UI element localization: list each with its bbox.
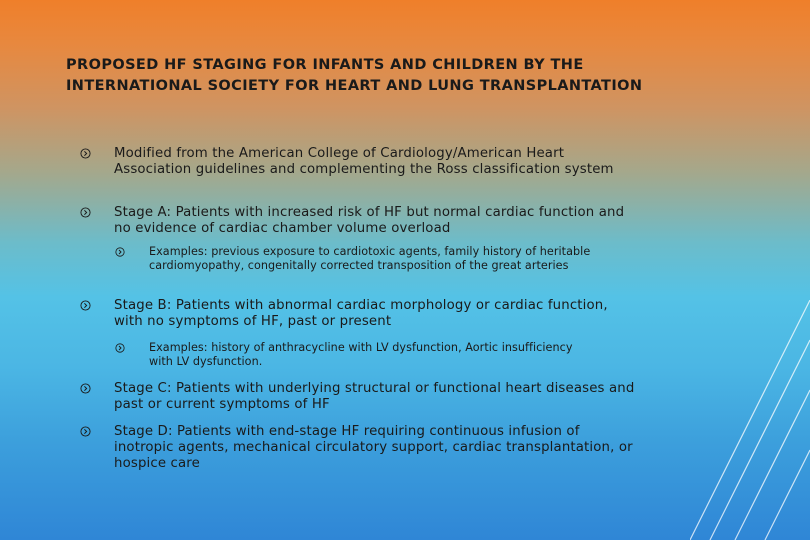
circled-arrow-icon <box>80 300 91 311</box>
bullet-item <box>115 341 635 369</box>
bullet-item <box>80 298 640 330</box>
bullet-text: Examples: history of anthracycline with LV dysfunction, Aortic insufficiency with LV dysfunction. <box>149 341 573 368</box>
bullet-text: Stage A: Patients with increased risk of HF but normal cardiac function and no evidence of cardiac chamber volume overload <box>114 205 625 236</box>
circled-arrow-icon <box>80 426 91 437</box>
circled-arrow-icon <box>80 148 91 159</box>
bullet-item <box>80 146 640 178</box>
circled-arrow-icon <box>115 343 125 353</box>
circled-arrow-icon <box>80 383 91 394</box>
bullet-item <box>80 424 640 472</box>
bullet-text: Stage D: Patients with end-stage HF requiring continuous infusion of inotropic agents, mechanical circulatory support, cardiac transplantation, or hospice care <box>114 424 633 471</box>
bullet-text: Examples: previous exposure to cardiotoxic agents, family history of heritable cardiomyopathy, congenitally corrected transposition of the great arteries <box>149 245 591 272</box>
bullet-item <box>115 245 635 273</box>
bullet-text: Modified from the American College of Cardiology/American Heart Association guidelines and complementing the Ross classification system <box>114 146 614 177</box>
bullet-text: Stage B: Patients with abnormal cardiac morphology or cardiac function, with no symptoms of HF, past or present <box>114 298 608 329</box>
bullet-text: Stage C: Patients with underlying structural or functional heart diseases and past or current symptoms of HF <box>114 381 635 412</box>
bullet-item <box>80 205 640 237</box>
circled-arrow-icon <box>115 247 125 257</box>
circled-arrow-icon <box>80 207 91 218</box>
slide-title: PROPOSED HF STAGING FOR INFANTS AND CHILDREN BY THE INTERNATIONAL SOCIETY FOR HEART AND LUNG TRANSPLANTATION <box>66 57 643 94</box>
bullet-item <box>80 381 640 413</box>
